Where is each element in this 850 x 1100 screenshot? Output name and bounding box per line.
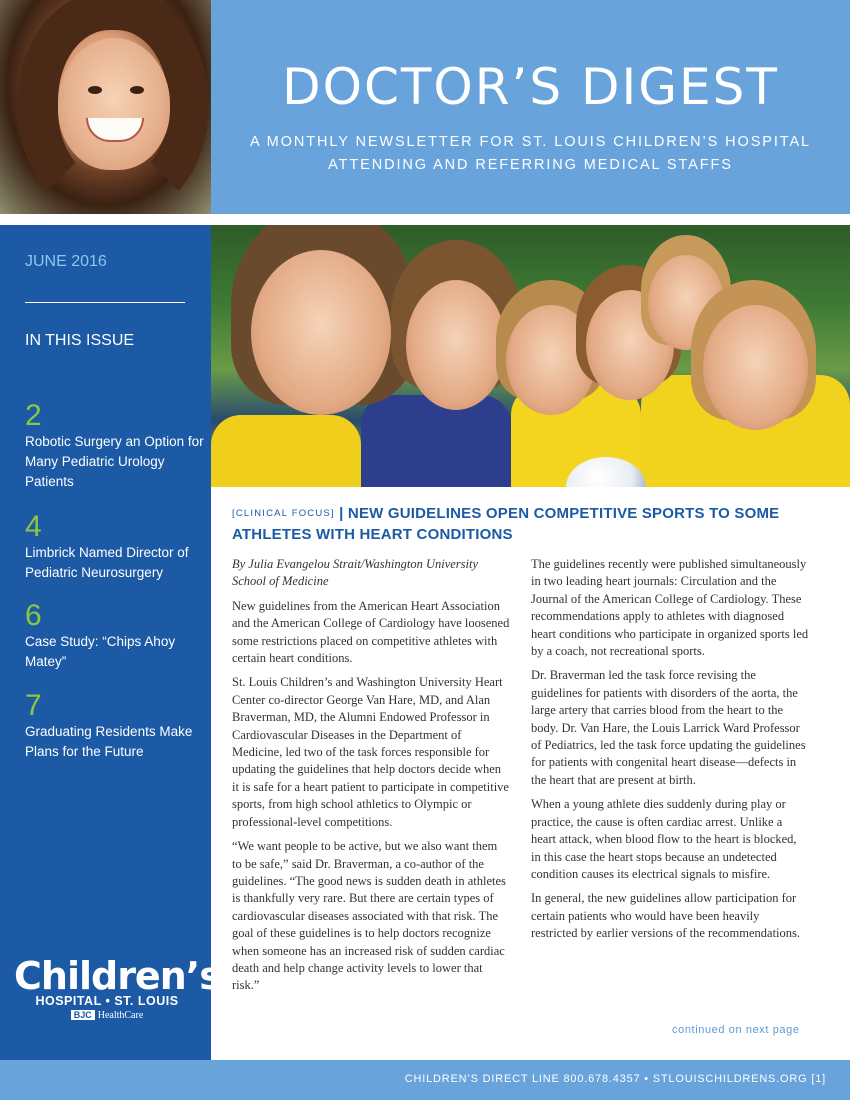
article-title: | NEW GUIDELINES OPEN COMPETITIVE SPORTS TO SOME ATHLETES WITH HEART CONDITIONS	[232, 505, 780, 543]
issue-date: JUNE 2016	[25, 253, 107, 270]
footer-contact: CHILDREN’S DIRECT LINE 800.678.4357 • STLOUISCHILDRENS.ORG [1]	[404, 1073, 826, 1085]
bjc-text: HealthCare	[97, 1010, 144, 1021]
article-paragraph: New guidelines from the American Heart Association and the American College of Cardiology have loosened some restrictions placed on competitive athletes with certain heart conditions.	[232, 598, 510, 666]
article-paragraph: “We want people to be active, but we also want them to be safe,” said Dr. Braverman, a co-author of the guidelines. “The good news is sudden death in athletes is thankfully very rare. But there are certain types of cardiovascular diseases associated with that risk. The goal of these guidelines is to help doctors recognize when someone has an increased risk of sudden cardiac death and help change activity levels to lower that risk.”	[232, 839, 506, 993]
toc-item[interactable]	[25, 690, 205, 762]
article-paragraph: Dr. Braverman led the task force revising the guidelines for patients with disorders of the aorta, the large artery that carries blood from the heart to the body. Dr. Van Hare, the Louis Larrick Ward Professor of Pediatrics, led the task force updating the guidelines for patients with congenital heart disease—defects in the heart that are present at birth.	[531, 668, 806, 787]
toc-heading: IN THIS ISSUE	[25, 332, 135, 349]
sidebar-divider	[25, 302, 185, 303]
footer-band	[0, 1060, 850, 1100]
toc-page-number: 4	[25, 510, 42, 543]
article-paragraph: When a young athlete dies suddenly during play or practice, the cause is often cardiac arrest. Unlike a heart attack, when blood flow to the heart is blocked, in this case the heart stops because an undetected condition causes its electrical signals to misfire.	[531, 797, 797, 881]
toc-item[interactable]	[25, 600, 205, 672]
childrens-hospital-logo[interactable]	[14, 954, 221, 1021]
photo-jersey	[211, 415, 361, 487]
article-byline: By Julia Evangelou Strait/Washington University School of Medicine	[232, 557, 479, 589]
article-paragraph: In general, the new guidelines allow participation for certain patients who would have been heavily restricted by earlier versions of the recommendations.	[531, 891, 801, 941]
logo-subtitle: HOSPITAL • ST. LOUIS	[35, 994, 179, 1008]
header-divider	[0, 214, 850, 225]
sidebar	[0, 225, 221, 1060]
article-paragraph: The guidelines recently were published simultaneously in two leading heart journals: Circulation and the Journal of the American College of Cardiology. These recommendations apply to athletes with diagnosed heart conditions who participate in organized sports led by a coach, not recreational sports.	[531, 557, 809, 659]
toc-item-title: Robotic Surgery an Option for Many Pediatric Urology Patients	[25, 434, 204, 489]
article-paragraph: St. Louis Children’s and Washington University Heart Center co-director George Van Hare, MD, and Alan Braverman, MD, the Alumni Endowed Professor in Cardiovascular Diseases in the Department of Medicine, led two of the task forces responsible for updating the guidelines that help doctors decide when it is safe for a heart patient to participate in competitive sports, from high school athletics to Olympic or professional-level competitions.	[232, 675, 509, 829]
toc-page-number: 6	[25, 599, 42, 632]
newsletter-subtitle-line2: ATTENDING AND REFERRING MEDICAL STAFFS	[328, 157, 733, 173]
photo-face	[703, 305, 808, 430]
article-column-left	[232, 556, 510, 1002]
photo-face	[406, 280, 506, 410]
article-column-right	[531, 556, 809, 950]
bjc-box: BJC	[71, 1010, 95, 1020]
toc-item[interactable]	[25, 511, 205, 583]
soccer-team-photo	[211, 225, 850, 487]
newsletter-subtitle-line1: A MONTHLY NEWSLETTER FOR ST. LOUIS CHILDREN’S HOSPITAL	[249, 134, 812, 150]
continued-link[interactable]: continued on next page	[672, 1024, 800, 1036]
masthead-band	[211, 0, 850, 214]
article-headline[interactable]	[232, 503, 822, 545]
photo-face	[251, 250, 391, 415]
portrait-eye	[88, 86, 102, 94]
portrait-eye	[130, 86, 144, 94]
toc-item-title: Limbrick Named Director of Pediatric Neurosurgery	[25, 545, 189, 580]
toc-page-number: 7	[25, 689, 42, 722]
article-kicker: [CLINICAL FOCUS]	[232, 508, 335, 519]
logo-wordmark: Children’s	[14, 954, 221, 998]
newsletter-title: DOCTOR’S DIGEST	[282, 58, 779, 116]
portrait-face	[58, 38, 170, 170]
toc-item[interactable]	[25, 400, 205, 492]
cover-portrait-photo	[0, 0, 211, 214]
toc-item-title: Graduating Residents Make Plans for the Future	[25, 724, 193, 759]
toc-item-title: Case Study: “Chips Ahoy Matey”	[25, 634, 176, 669]
bjc-healthcare-mark	[14, 1010, 200, 1021]
toc-page-number: 2	[25, 399, 42, 432]
photo-jersey	[361, 395, 511, 487]
